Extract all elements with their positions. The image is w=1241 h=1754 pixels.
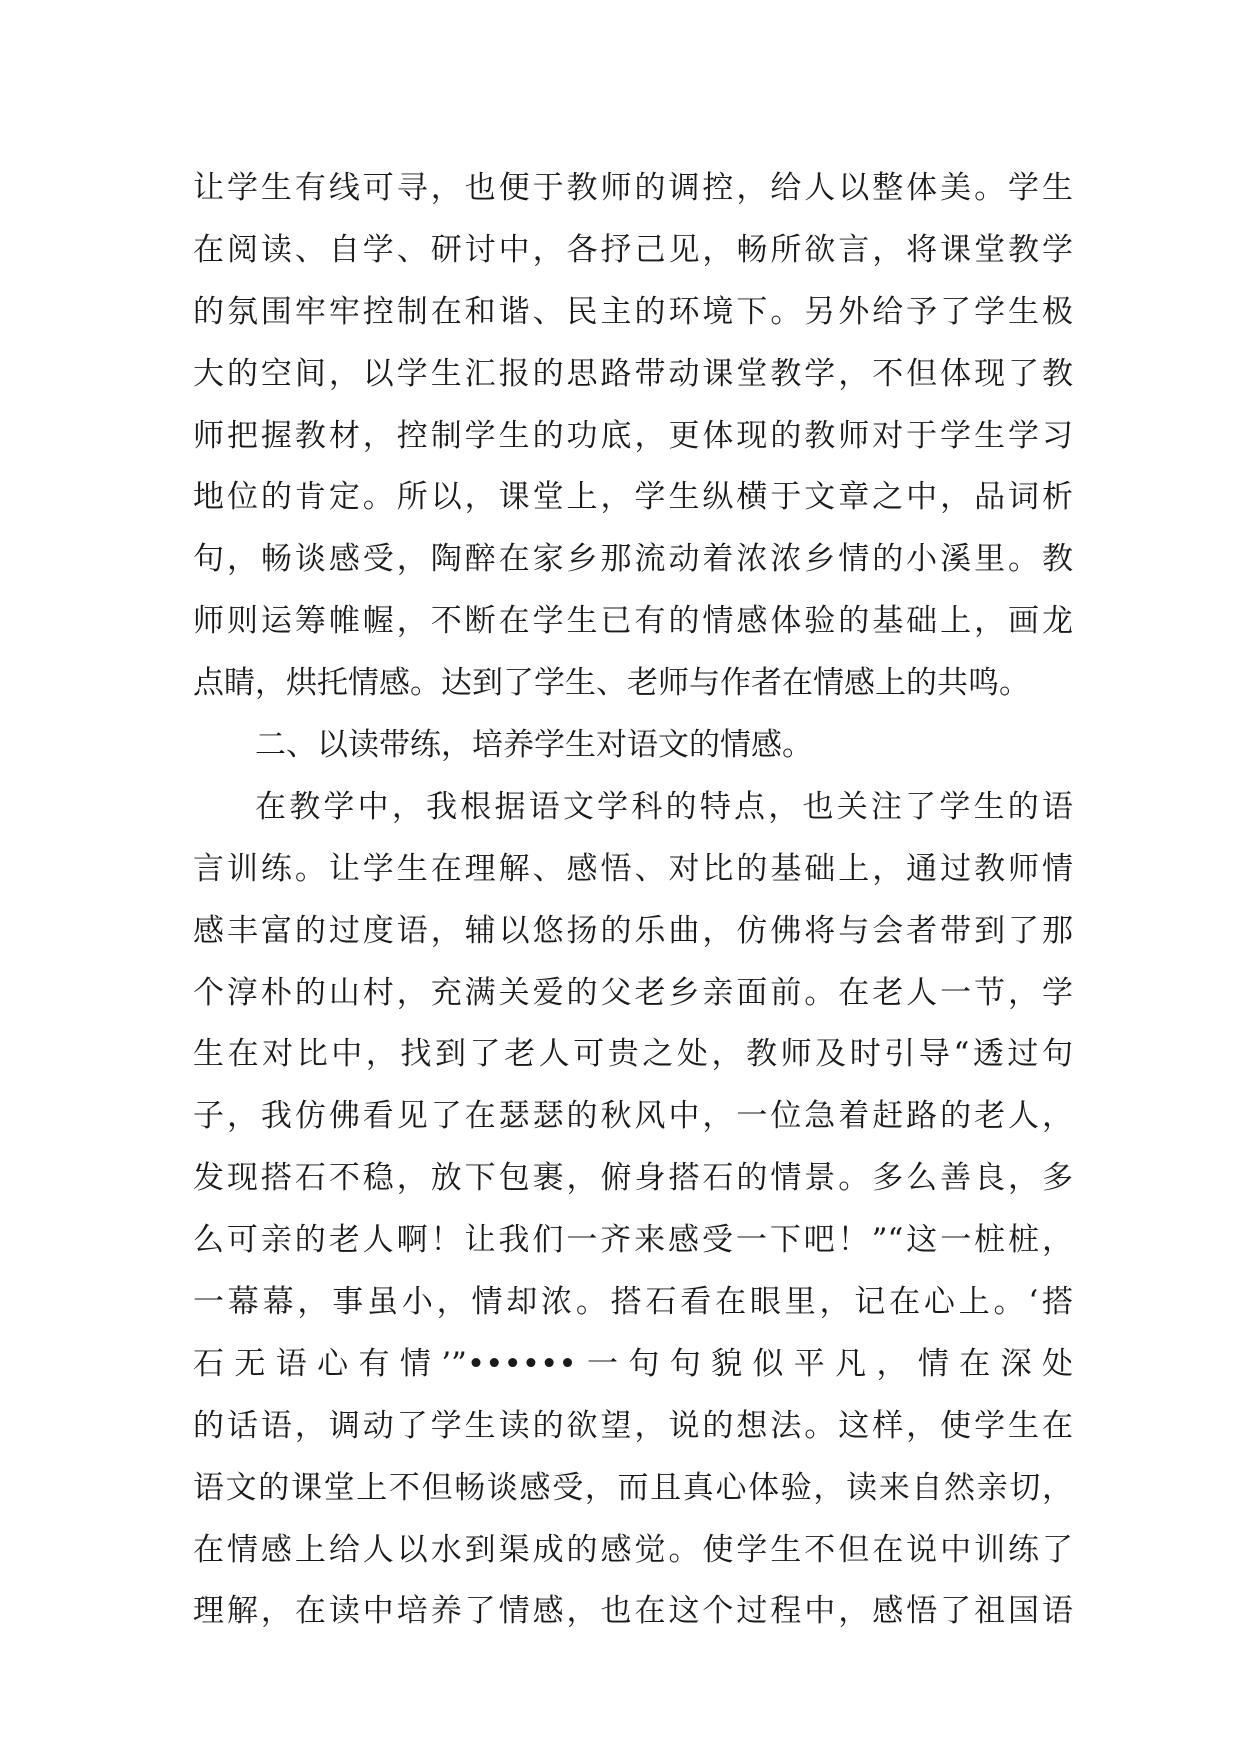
text-line-13: 感丰富的过度语，辅以悠扬的乐曲，仿佛将与会者带到了那 (193, 912, 1073, 949)
text-line-7: 句，畅谈感受，陶醉在家乡那流动着浓浓乡情的小溪里。教 (193, 541, 1073, 578)
text-line-1: 让学生有线可寻，也便于教师的调控，给人以整体美。学生 (193, 170, 1073, 206)
section-heading: 二、以读带练，培养学生对语文的情感。 (255, 727, 813, 764)
text-line-9: 点睛，烘托情感。达到了学生、老师与作者在情感上的共鸣。 (193, 665, 1030, 702)
text-line-8: 师则运筹帷幄，不断在学生已有的情感体验的基础上，画龙 (193, 603, 1073, 640)
text-line-14: 个淳朴的山村，充满关爱的父老乡亲面前。在老人一节，学 (193, 974, 1073, 1011)
text-line-2: 在阅读、自学、研讨中，各抒己见，畅所欲言，将课堂教学 (193, 231, 1073, 268)
text-line-5: 师把握教材，控制学生的功底，更体现的教师对于学生学习 (193, 417, 1073, 454)
text-line-21: 的话语，调动了学生读的欲望，说的想法。这样，使学生在 (193, 1407, 1073, 1444)
text-line-18: 么可亲的老人啊！让我们一齐来感受一下吧！”“这一桩桩， (193, 1222, 1073, 1259)
text-line-4: 大的空间，以学生汇报的思路带动课堂教学，不但体现了教 (193, 355, 1073, 392)
text-line-3: 的氛围牢牢控制在和谐、民主的环境下。另外给予了学生极 (193, 293, 1073, 330)
text-line-11: 在教学中，我根据语文学科的特点，也关注了学生的语 (255, 788, 1073, 825)
text-line-6: 地位的肯定。所以，课堂上，学生纵横于文章之中，品词析 (193, 479, 1073, 516)
text-line-20: 石无语心有情’”••••••一句句貌似平凡，情在深处 (193, 1345, 1073, 1382)
text-line-16: 子，我仿佛看见了在瑟瑟的秋风中，一位急着赶路的老人， (193, 1098, 1073, 1135)
body-text (193, 158, 1073, 1643)
text-line-12: 言训练。让学生在理解、感悟、对比的基础上，通过教师情 (193, 850, 1073, 887)
text-line-23: 在情感上给人以水到渠成的感觉。使学生不但在说中训练了 (193, 1531, 1073, 1568)
text-line-19: 一幕幕，事虽小，情却浓。搭石看在眼里，记在心上。‘搭 (193, 1284, 1073, 1321)
text-line-15: 生在对比中，找到了老人可贵之处，教师及时引导“透过句 (193, 1036, 1073, 1073)
text-line-17: 发现搭石不稳，放下包裹，俯身搭石的情景。多么善良，多 (193, 1160, 1073, 1197)
text-line-22: 语文的课堂上不但畅谈感受，而且真心体验，读来自然亲切， (193, 1469, 1073, 1506)
text-line-24: 理解，在读中培养了情感，也在这个过程中，感悟了祖国语 (193, 1593, 1073, 1630)
